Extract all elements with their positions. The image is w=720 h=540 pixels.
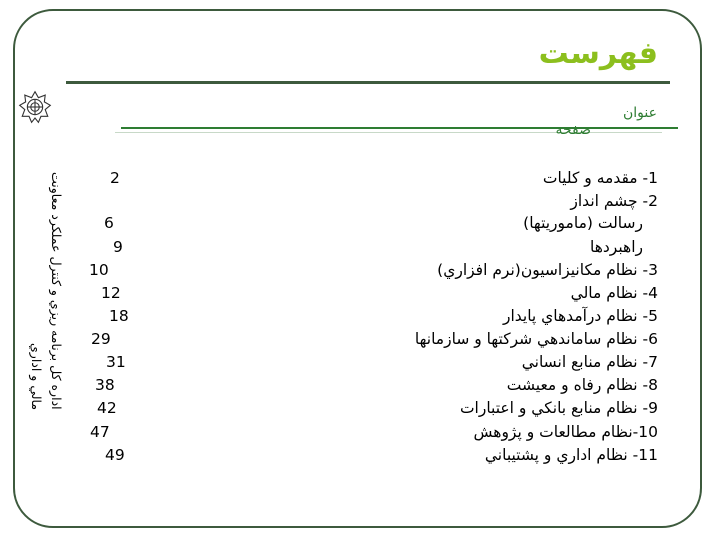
- toc-entry: [0, 423, 720, 445]
- toc-entry-page: 42: [97, 399, 117, 417]
- toc-entry-title: 4- نظام مالي: [570, 284, 658, 302]
- toc-entry-title: 2- چشم انداز: [570, 192, 658, 210]
- toc-entry-title: راهبردها: [590, 238, 643, 256]
- toc-entry-page: 12: [101, 284, 121, 302]
- toc-entry: [0, 330, 720, 352]
- toc-entry-page: 29: [91, 330, 111, 348]
- toc-entry-page: 2: [110, 169, 120, 187]
- toc-entry-page: 38: [95, 376, 115, 394]
- department-name: اداره كل برنامه ريزي و كنترل عملكرد معاونت مالي و اداري: [29, 172, 64, 410]
- toc-entry-title: رسالت (ماموريتها): [523, 214, 643, 232]
- toc-entry-title: 11- نظام اداري و پشتيباني: [484, 446, 658, 464]
- header-divider: [121, 127, 678, 129]
- toc-entry-title: 10-نظام مطالعات و پژوهش: [473, 423, 658, 441]
- toc-entry-page: 9: [113, 238, 123, 256]
- toc-entry: [0, 399, 720, 421]
- toc-entry: [0, 284, 720, 306]
- toc-entry-title: 3- نظام مكانيزاسيون(نرم افزاري): [437, 261, 658, 279]
- toc-entry: [0, 376, 720, 398]
- toc-entry-title: 8- نظام رفاه و معيشت: [506, 376, 658, 394]
- page-title: فهرست: [538, 36, 658, 71]
- toc-entry-title: 1- مقدمه و كليات: [542, 169, 658, 187]
- toc-entry-title: 5- نظام درآمدهاي پايدار: [502, 307, 658, 325]
- title-column-header: عنوان: [623, 105, 657, 121]
- toc-entry-page: 10: [89, 261, 109, 279]
- toc-entry-page: 6: [104, 214, 114, 232]
- page-column-header: صفحه: [555, 122, 591, 138]
- toc-entry-page: 31: [106, 353, 126, 371]
- toc-entry: [0, 169, 720, 191]
- toc-entry: [0, 446, 720, 468]
- toc-entry-page: 49: [105, 446, 125, 464]
- toc-entry-page: 47: [90, 423, 110, 441]
- toc-entry: [0, 238, 720, 260]
- title-divider: [66, 81, 670, 84]
- organization-logo-icon: [18, 90, 52, 124]
- toc-entry: [0, 261, 720, 283]
- toc-entry: [0, 192, 720, 214]
- toc-entry: [0, 307, 720, 329]
- toc-entry-title: 9- نظام منابع بانكي و اعتبارات: [459, 399, 658, 417]
- toc-entry: [0, 214, 720, 236]
- toc-entry-title: 7- نظام منابع انساني: [521, 353, 658, 371]
- toc-entry-page: 18: [109, 307, 129, 325]
- toc-entry: [0, 353, 720, 375]
- toc-entry-title: 6- نظام ساماندهي شركتها و سازمانها: [414, 330, 658, 348]
